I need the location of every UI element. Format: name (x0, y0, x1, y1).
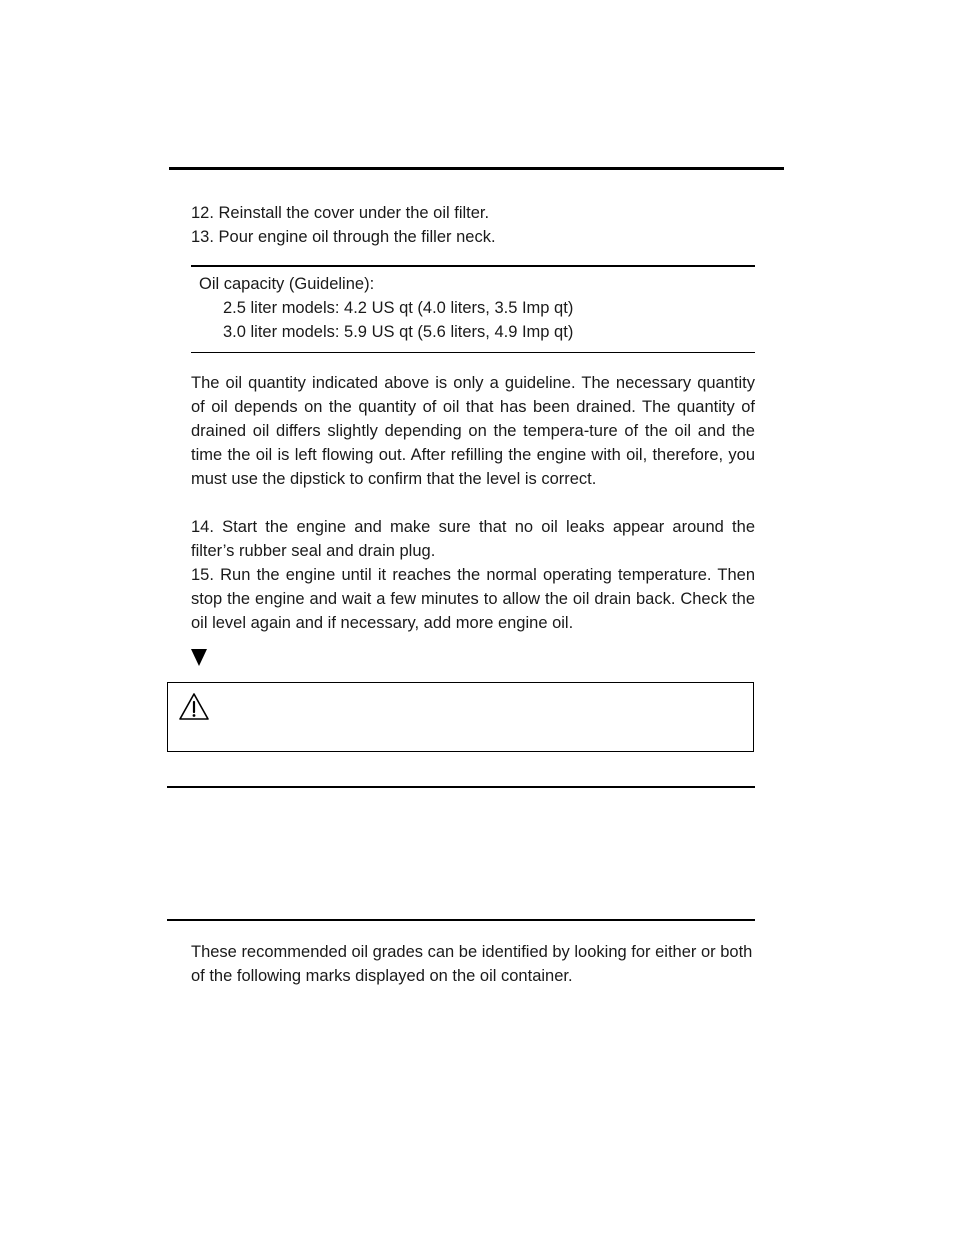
header-rule (169, 167, 784, 170)
capacity-line-30: 3.0 liter models: 5.9 US qt (5.6 liters, 4.9 Imp qt) (223, 323, 574, 341)
capacity-title: Oil capacity (Guideline): (199, 275, 375, 293)
step-12: 12. Reinstall the cover under the oil filter. (191, 204, 490, 222)
guideline-paragraph: The oil quantity indicated above is only a guideline. The necessary quantity of oil depends on the quantity of oil that has been drained. The quantity of drained oil differs slightly depending on the tempera-ture of the oil and the time the oil is left flowing out. After refilling the engine with oil, therefore, you must use the dipstick to confirm that the level is correct. (191, 374, 755, 488)
step-15: 15. Run the engine until it reaches the normal operating temperature. Then stop the engine and wait a few minutes to allow the oil drain back. Check the oil level again and if necessary, add more engine oil. (191, 566, 755, 632)
warning-box (167, 682, 754, 752)
oil-grades-paragraph: These recommended oil grades can be identified by looking for either or both of the following marks displayed on the oil container. (191, 943, 753, 985)
step-13: 13. Pour engine oil through the filler neck. (191, 228, 496, 246)
section-rule-1 (167, 786, 755, 788)
capacity-bottom-rule (191, 352, 755, 353)
warning-icon (178, 692, 210, 722)
down-triangle-icon (191, 649, 207, 666)
capacity-line-25: 2.5 liter models: 4.2 US qt (4.0 liters, 3.5 Imp qt) (223, 299, 574, 317)
section-rule-2 (167, 919, 755, 921)
capacity-top-rule (191, 265, 755, 267)
step-14: 14. Start the engine and make sure that no oil leaks appear around the filter’s rubber seal and drain plug. (191, 518, 755, 560)
